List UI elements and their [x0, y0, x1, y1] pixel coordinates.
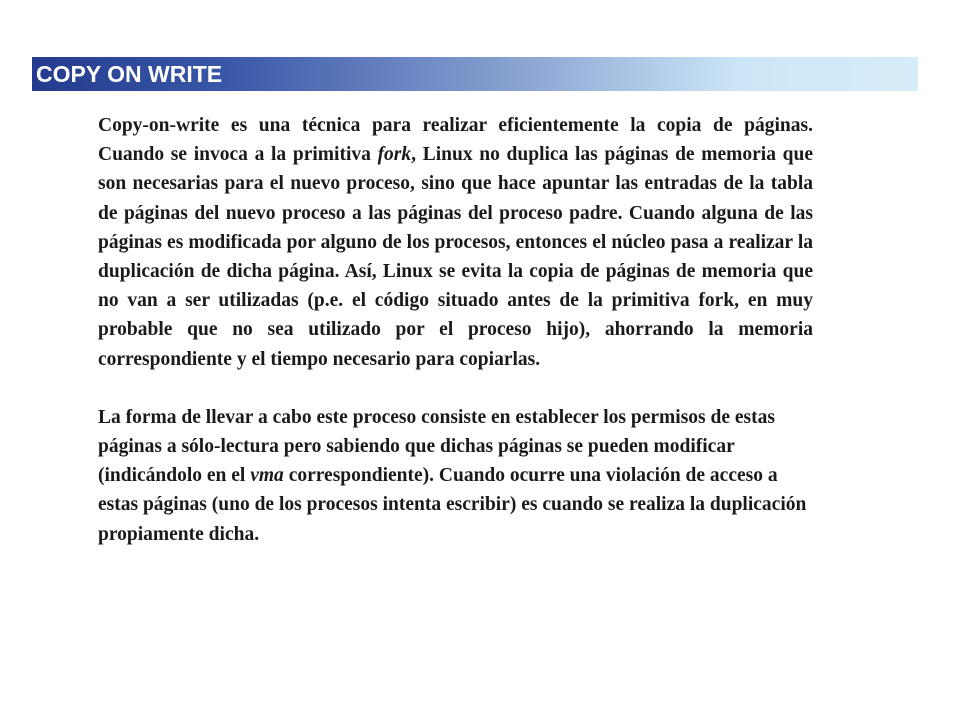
paragraph1-text-part1: Copy-on-write es una técnica para realizar eficientemente la copia de páginas. Cuando se invoca a la primitiva	[98, 115, 813, 166]
slide-content	[98, 111, 813, 549]
paragraph-copy-on-write-description	[98, 111, 813, 374]
paragraph2-italic-vma: vma	[250, 465, 284, 487]
paragraph2-text-part2: correspondiente). Cuando ocurre una violación de acceso a estas páginas (uno de los procesos intenta escribir) es cuando se realiza la duplicación propiamente dicha.	[98, 465, 807, 545]
paragraph2-text-part1: La forma de llevar a cabo este proceso consiste en establecer los permisos de estas páginas a sólo-lectura pero sabiendo que dichas páginas se pueden modificar (indicándolo en el	[98, 406, 775, 487]
title-bar	[32, 57, 918, 91]
paragraph1-text-part2: , Linux no duplica las páginas de memoria que son necesarias para el nuevo proceso, sino que hace apuntar las entradas de la tabla de páginas del nuevo proceso a las páginas del proceso padre. Cuando alguna de las páginas es modificada por alguno de los procesos, entonces el núcleo pasa a realizar la duplicación de dicha página. Así, Linux se evita la copia de páginas de memoria que no van a ser utilizadas (p.e. el código situado antes de la primitiva fork, en muy probable que no sea utilizado por el proceso hijo), ahorrando la memoria correspondiente y el tiempo necesario para copiarlas.	[98, 144, 814, 370]
paragraph1-italic-fork: fork	[377, 144, 412, 166]
paragraph-implementation-description	[98, 403, 813, 549]
slide-title: COPY ON WRITE	[36, 61, 223, 87]
